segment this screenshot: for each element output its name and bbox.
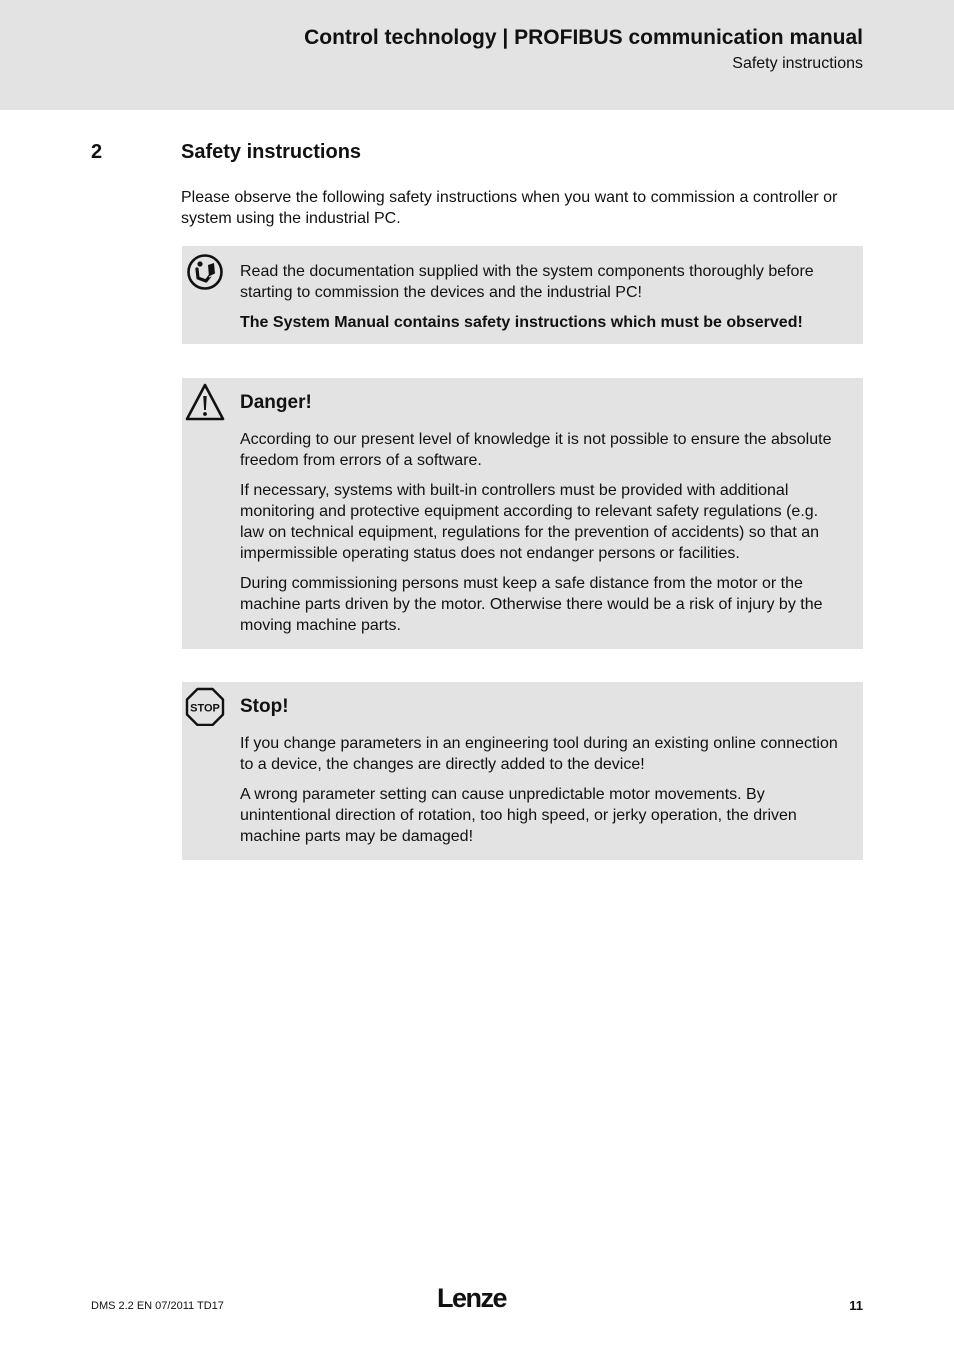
note-info-text-1: Read the documentation supplied with the system components thoroughly before starting to commission the devices and the industrial PC! bbox=[240, 263, 814, 301]
note-danger-text-2: If necessary, systems with built-in controllers must be provided with additional monitoring and protective equipment according to relevant safety regulations (e.g. law on technical equipment, regulations for the prevention of accidents) so that an impermissible operating status does not endanger persons or facilities. bbox=[240, 482, 820, 562]
page-header bbox=[0, 0, 954, 110]
note-stop-box bbox=[182, 682, 863, 860]
stop-sign-label: STOP bbox=[190, 702, 220, 715]
note-danger-box bbox=[182, 378, 863, 649]
footer-doc-id: DMS 2.2 EN 07/2011 TD17 bbox=[91, 1300, 224, 1312]
stop-sign-icon bbox=[185, 686, 225, 726]
note-stop-text-2: A wrong parameter setting can cause unpredictable motor movements. By unintentional direction of rotation, too high speed, or jerky operation, the driven machine parts may be damaged! bbox=[240, 786, 797, 845]
lenze-logo: Lenze bbox=[437, 1283, 507, 1313]
section-number: 2 bbox=[91, 141, 103, 163]
note-danger-text-1: According to our present level of knowledge it is not possible to ensure the absolute freedom from errors of a software. bbox=[240, 431, 832, 469]
note-stop-text-1: If you change parameters in an engineering tool during an existing online connection to a device, the changes are directly added to the device! bbox=[240, 735, 838, 773]
note-info-text-2: The System Manual contains safety instructions which must be observed! bbox=[240, 314, 803, 332]
header-subtitle: Safety instructions bbox=[732, 55, 863, 72]
header-title: Control technology | PROFIBUS communication manual bbox=[304, 26, 863, 49]
section-intro: Please observe the following safety instructions when you want to commission a controller or system using the industrial PC. bbox=[181, 189, 838, 227]
read-manual-icon bbox=[185, 250, 225, 290]
note-danger-text-3: During commissioning persons must keep a safe distance from the motor or the machine parts driven by the motor. Otherwise there would be a risk of injury by the moving machine parts. bbox=[240, 575, 823, 634]
warning-triangle-icon bbox=[185, 382, 225, 422]
note-stop-heading: Stop! bbox=[240, 696, 289, 717]
section-title: Safety instructions bbox=[181, 141, 362, 163]
page-number: 11 bbox=[849, 1298, 863, 1313]
note-info-box bbox=[182, 246, 863, 344]
note-danger-heading: Danger! bbox=[240, 392, 312, 413]
